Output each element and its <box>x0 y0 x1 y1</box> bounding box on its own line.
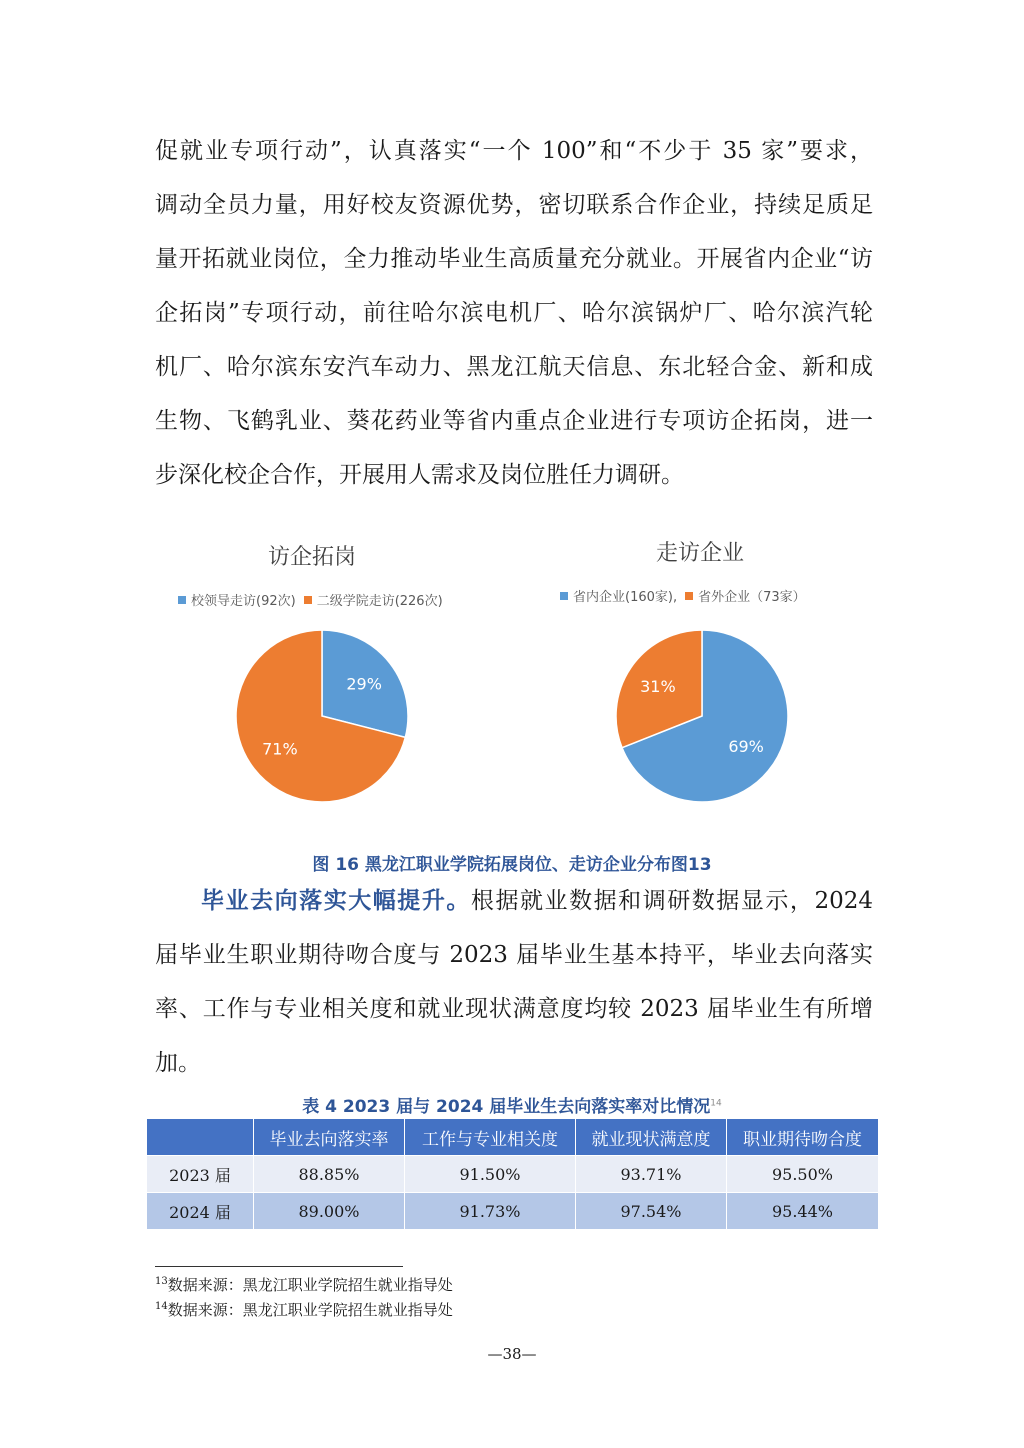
footnote <box>155 1299 453 1320</box>
legend-label: 二级学院走访(226次) <box>316 594 443 609</box>
header-cell: 职业期待吻合度 <box>727 1119 879 1156</box>
legend-item <box>560 586 677 605</box>
lead-sentence: 毕业去向落实大幅提升。 <box>201 888 471 914</box>
legend-label: 省内企业(160家), <box>573 590 678 605</box>
text-line: 率、工作与专业相关度和就业现状满意度均较 2023 届毕业生有所增 <box>155 996 873 1022</box>
table-cell: 88.85% <box>254 1156 405 1193</box>
body-paragraph-2 <box>155 874 873 1090</box>
pie-data-label: 29% <box>346 674 382 694</box>
table-caption <box>0 1092 1024 1117</box>
table-cell: 2024 届 <box>147 1193 254 1230</box>
legend-label: 校领导走访(92次) <box>191 594 296 609</box>
pie-data-label: 31% <box>640 677 676 697</box>
table-cell: 91.73% <box>405 1193 576 1230</box>
header-cell: 就业现状满意度 <box>576 1119 727 1156</box>
table-cell: 89.00% <box>254 1193 405 1230</box>
legend-swatch <box>304 596 312 604</box>
chart-legend <box>560 586 814 605</box>
footnote-text: 数据来源：黑龙江职业学院招生就业指导处 <box>167 1301 453 1319</box>
footnote <box>155 1274 453 1295</box>
text-line: 届毕业生职业期待吻合度与 2023 届毕业生基本持平，毕业去向落实 <box>155 942 873 968</box>
legend-item <box>178 590 296 609</box>
chart-title: 走访企业 <box>656 541 745 566</box>
page-number: —38— <box>487 1345 537 1363</box>
footnote-number: 14 <box>155 1301 168 1312</box>
pie-data-label: 71% <box>262 739 298 759</box>
pie-chart-companies <box>602 616 802 816</box>
footnote-number: 13 <box>155 1276 168 1287</box>
legend-swatch <box>560 592 568 600</box>
text-line: 生物、飞鹤乳业、葵花药业等省内重点企业进行专项访企拓岗，进一 <box>155 408 873 434</box>
table-cell: 93.71% <box>576 1156 727 1193</box>
text-line: 促就业专项行动”，认真落实“一个 100”和“不少于 35 家”要求， <box>155 138 873 164</box>
text-line <box>155 874 873 928</box>
chart-legend <box>178 590 451 609</box>
body-paragraph-1 <box>155 124 873 502</box>
text-run: 根据就业数据和调研数据显示，2024 <box>470 888 873 914</box>
chart-title: 访企拓岗 <box>268 545 357 570</box>
header-cell: 工作与专业相关度 <box>405 1119 576 1156</box>
text-line: 企拓岗”专项行动，前往哈尔滨电机厂、哈尔滨锅炉厂、哈尔滨汽轮 <box>155 300 873 326</box>
footnote-text: 数据来源：黑龙江职业学院招生就业指导处 <box>167 1276 453 1294</box>
legend-swatch <box>178 596 186 604</box>
table-cell: 95.44% <box>727 1193 879 1230</box>
table-cell: 95.50% <box>727 1156 879 1193</box>
text-line: 调动全员力量，用好校友资源优势，密切联系合作企业，持续足质足 <box>155 192 873 218</box>
footnote-ref: 14 <box>710 1098 722 1109</box>
header-cell: 毕业去向落实率 <box>254 1119 405 1156</box>
pie-data-label: 69% <box>728 736 764 756</box>
footnote-divider <box>155 1266 403 1267</box>
table-header-row <box>147 1119 879 1156</box>
pie-chart-visits <box>222 616 422 816</box>
table-cell: 2023 届 <box>147 1156 254 1193</box>
legend-swatch <box>685 592 693 600</box>
comparison-table <box>146 1118 879 1230</box>
table-cell: 91.50% <box>405 1156 576 1193</box>
header-cell <box>147 1119 254 1156</box>
table-row <box>147 1156 879 1193</box>
table-cell: 97.54% <box>576 1193 727 1230</box>
figure-caption: 图 16 黑龙江职业学院拓展岗位、走访企业分布图13 <box>312 855 712 875</box>
legend-label: 省外企业（73家） <box>698 590 806 605</box>
text-line: 步深化校企合作，开展用人需求及岗位胜任力调研。 <box>155 462 684 488</box>
table-caption-text: 表 4 2023 届与 2024 届毕业生去向落实率对比情况 <box>302 1097 711 1117</box>
text-line: 机厂、哈尔滨东安汽车动力、黑龙江航天信息、东北轻合金、新和成 <box>155 354 873 380</box>
legend-item <box>304 590 443 609</box>
legend-item <box>685 586 806 605</box>
text-line: 加。 <box>155 1050 201 1076</box>
text-line: 量开拓就业岗位，全力推动毕业生高质量充分就业。开展省内企业“访 <box>155 246 873 272</box>
table-row <box>147 1193 879 1230</box>
